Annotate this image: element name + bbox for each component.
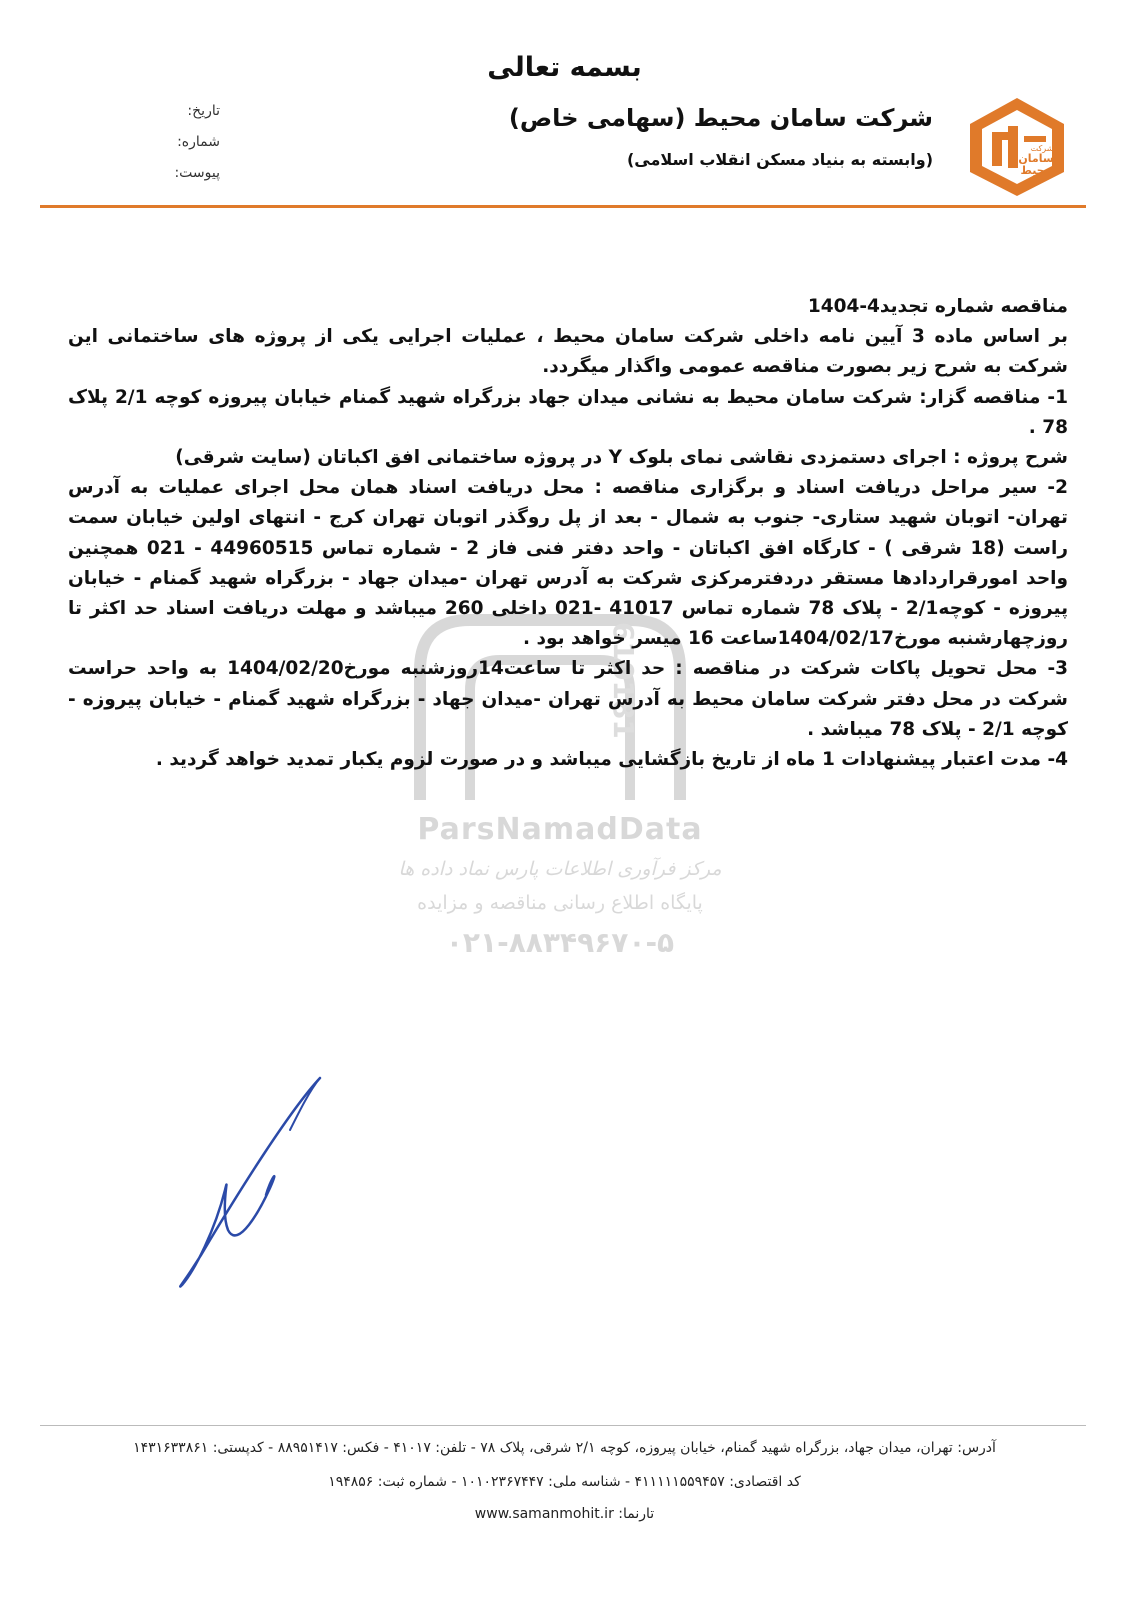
company-logo xyxy=(968,96,1066,198)
attachment-label: پیوست: xyxy=(174,165,220,181)
watermark-phone: ۰۲۱-۸۸۳۴۹۶۷۰-۵ xyxy=(445,926,675,959)
footer-address: آدرس: تهران، میدان جهاد، بزرگراه شهید گمنام، خیابان پیروزه، کوچه ۲/۱ شرقی، پلاک ۷۸ - تلفن: ۴۱۰۱۷ - فکس: ۸۸۹۵۱۴۱۷ - کدپستی: ۱۴۳۱۶۳۳۸۶۱ xyxy=(133,1440,996,1456)
header-divider xyxy=(40,205,1086,208)
logo-text-mid: سامان xyxy=(1018,152,1054,165)
clause-3-delivery: 3- محل تحویل پاکات شرکت در مناقصه : حد اکثر تا ساعت14روزشنبه مورخ1404/02/20 به واحد حراست شرکت در محل دفتر شرکت سامان محیط به آدرس تهران -میدان جهاد - بزرگراه شهید گمنام - خیابان پیروزه - کوچه 2/1 - پلاک 78 میباشد . xyxy=(68,658,1069,740)
clause-2-documents: 2- سیر مراحل دریافت اسناد و برگزاری مناقصه : محل دریافت اسناد همان محل اجرای عملیات به آدرس تهران- اتوبان شهید ستاری- جنوب به شمال - بعد از پل روگذر اتوبان تهران کرج - انتهای اولین خیابان سمت راست (18 شرقی ) - کارگاه افق اکباتان - واحد دفتر فنی فاز 2 - شماره تماس 44960515 - 021 همچنین واحد امورقراردادها مستقر دردفترمرکزی شرکت به آدرس تهران -میدان جهاد - بزرگراه شهید گمنام - خیابان پیروزه - کوچه2/1 - پلاک 78 شماره تماس 41017 -021 داخلی 260 میباشد و مهلت دریافت اسناد حد اکثر تا روزچهارشنبه مورخ1404/02/17ساعت 16 میسر خواهد بود . xyxy=(68,477,1069,650)
project-description: شرح پروژه : اجرای دستمزدی نقاشی نمای بلوک Y در پروژه ساختمانی افق اکباتان (سایت شرقی) xyxy=(175,447,1068,469)
watermark-title: ParsNamadData xyxy=(417,812,703,847)
letter-meta xyxy=(160,96,220,189)
watermark-line-1: مرکز فرآوری اطلاعات پارس نماد داده ها xyxy=(398,858,722,880)
bismillah-heading: بسمه تعالی xyxy=(487,52,642,83)
footer-codes: کد اقتصادی: ۴۱۱۱۱۱۵۵۹۴۵۷ - شناسه ملی: ۱۰۱۰۲۳۶۷۴۴۷ - شماره ثبت: ۱۹۴۸۵۶ xyxy=(328,1474,801,1490)
footer-divider xyxy=(40,1425,1086,1426)
company-affiliation: (وابسته به بنیاد مسکن انقلاب اسلامی) xyxy=(626,150,933,169)
logo-text-bot: محیط xyxy=(1020,164,1052,177)
intro-paragraph: بر اساس ماده 3 آیین نامه داخلی شرکت سامان محیط ، عملیات اجرایی یکی از پروژه های ساختمانی این شرکت به شرح زیر بصورت مناقصه عمومی واگذار میگردد. xyxy=(68,326,1068,378)
tender-number: مناقصه شماره تجدید4-1404 xyxy=(807,296,1068,317)
clause-4-validity: 4- مدت اعتبار پیشنهادات 1 ماه از تاریخ بازگشایی میباشد و در صورت لزوم یکبار تمدید خواهد گردید . xyxy=(155,749,1068,771)
company-name: شرکت سامان محیط (سهامی خاص) xyxy=(508,104,933,132)
footer-website[interactable]: تارنما: www.samanmohit.ir xyxy=(474,1506,655,1522)
watermark-number: 610181 xyxy=(607,622,640,739)
watermark-line-2: پایگاه اطلاع رسانی مناقصه و مزایده xyxy=(417,892,703,914)
signature xyxy=(170,1070,340,1300)
number-label: شماره: xyxy=(177,134,220,150)
logo-text-top: شرکت xyxy=(1030,144,1054,153)
date-label: تاریخ: xyxy=(187,103,220,119)
tender-notice-body xyxy=(68,292,1068,775)
clause-1-tenderer: 1- مناقصه گزار: شرکت سامان محیط به نشانی میدان جهاد بزرگراه شهید گمنام خیابان پیروزه کوچه 2/1 پلاک 78 . xyxy=(68,386,1068,438)
